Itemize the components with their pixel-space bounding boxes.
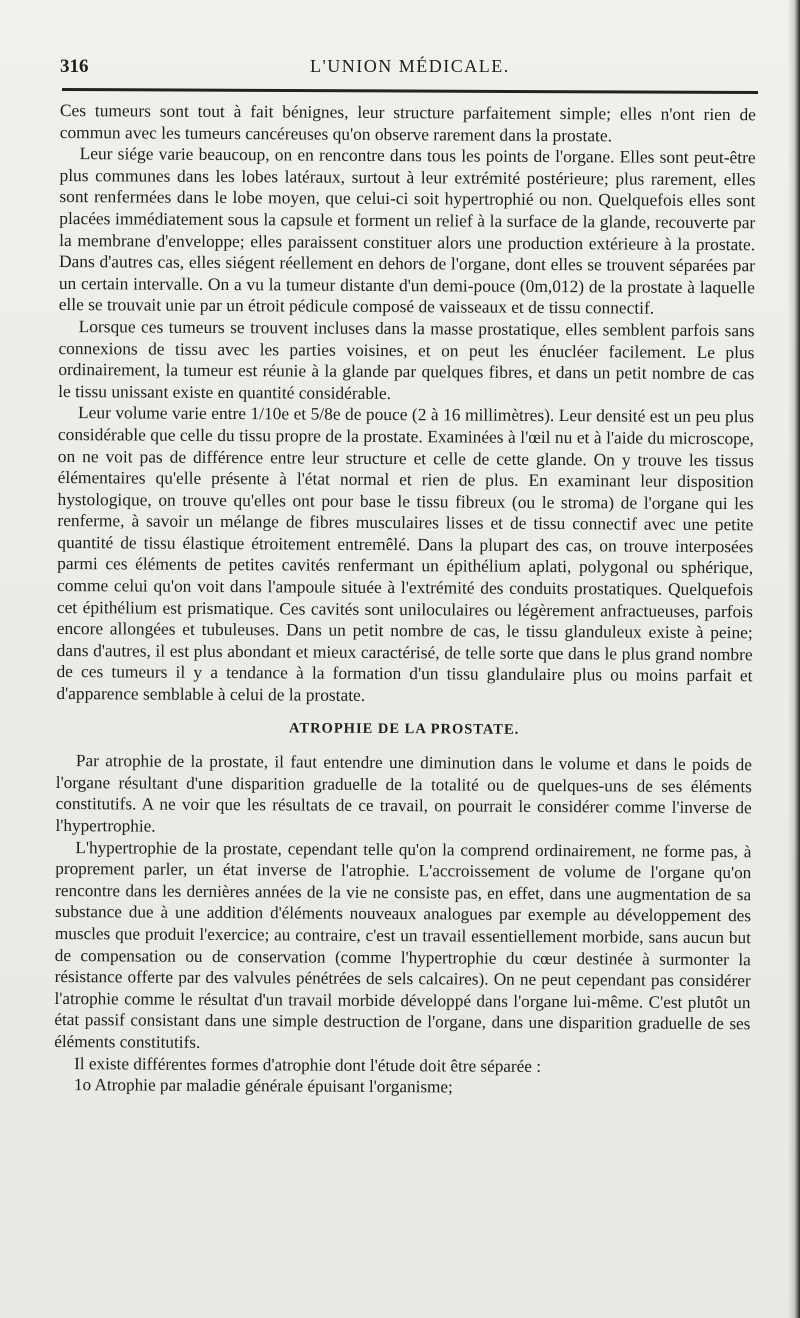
page-edge-shadow [788, 0, 800, 1318]
running-title: L'UNION MÉDICALE. [310, 56, 510, 76]
paragraph: Leur siége varie beaucoup, on en rencontre dans tous les points de l'organe. Elles sont peut-être plus communes dans les lobes latéraux, surtout à leur extrémité postérieure; plus rarement, elles sont renfermées dans le lobe moyen, que celui-ci soit hypertrophié ou non. Quelquefois elles sont placées immédiatement sous la capsule et forment un relief à la surface de la glande, recouverte par la membrane d'enveloppe; elles paraissent constituer alors une production extérieure à la prostate. Dans d'autres cas, elles siégent réellement en dehors de l'organe, dont elles se trouvent séparées par un certain intervalle. On a vu la tumeur distante d'un demi-pouce (0m,012) de la prostate à laquelle elle se trouvait unie par un étroit pédicule composé de vaisseaux et de tissu connectif. [58, 143, 756, 318]
paragraph: Ces tumeurs sont tout à fait bénignes, leur structure parfaitement simple; elles n'ont rien de commun avec les tumeurs cancéreuses qu'on observe rarement dans la prostate. [59, 100, 756, 145]
paragraph: Lorsque ces tumeurs se trouvent incluses dans la masse prostatique, elles semblent parfois sans connexions de tissu avec les parties voisines, et on peut les énucléer facilement. Le plus ordinairement, la tumeur est réunie à la glande par quelques fibres, et dans un petit nombre de cas le tissu unissant existe en quantité considérable. [58, 316, 755, 403]
page-header [60, 52, 758, 82]
page-number: 316 [60, 56, 89, 77]
section-title: ATROPHIE DE LA PROSTATE. [288, 720, 520, 738]
paragraph: Il existe différentes formes d'atrophie dont l'étude doit être séparée : [74, 1053, 542, 1076]
paragraph: Par atrophie de la prostate, il faut entendre une diminution dans le volume et dans le poids de l'organe résultant d'une disparition graduelle de la totalité ou de quelques-uns de ses éléments constitutifs. A ne voir que les résultats de ce travail, on pourrait le considérer comme l'inverse de l'hypertrophie. [55, 751, 753, 836]
body-text [54, 100, 756, 1100]
paragraph: L'hypertrophie de la prostate, cependant telle qu'on la comprend ordinairement, ne forme pas, à proprement parler, un état inverse de l'atrophie. L'accroissement de volume de l'organe qu'on rencontre dans les dernières années de la vie ne consiste pas, en effet, dans une augmentation de sa substance due à une addition d'éléments nouveaux analogues par exemple au développement des muscles que produit l'exercice; au contraire, c'est un travail essentiellement morbide, sans aucun but de compensation ou de conservation (comme l'hypertrophie du cœur destinée à surmonter la résistance offerte par des valvules pénétrées de sels calcaires). On ne peut cependant pas considérer l'atrophie comme le résultat d'un travail morbide développé dans l'organe lui-même. C'est plutôt un état passif consistant dans une simple destruction de l'organe, dans une disparition graduelle de ses éléments constitutifs. [54, 837, 752, 1052]
header-rule [62, 88, 758, 94]
paragraph: Leur volume varie entre 1/10e et 5/8e de pouce (2 à 16 millimètres). Leur densité est un peu plus considérable que celle du tissu propre de la prostate. Examinées à l'œil nu et à l'aide du microscope, on ne voit pas de différence entre leur structure et celle de cette glande. On y trouve les tissus élémentaires qu'elle présente à l'état normal et rien de plus. En examinant leur disposition hystologique, on trouve qu'elles ont pour base le tissu fibreux (ou le stroma) de l'organe qui les renferme, à savoir un mélange de fibres musculaires lisses et de tissu connectif avec une petite quantité de tissu élastique étroitement entremêlé. Dans la plupart des cas, on trouve interposées parmi ces éléments de petites cavités renfermant un épithélium aplati, polygonal ou sphérique, comme celui qu'on voit dans l'ampoule située à l'extrémité des conduits prostatiques. Quelquefois cet épithélium est prismatique. Ces cavités sont uniloculaires ou légèrement anfractueuses, parfois encore allongées et tubuleuses. Dans un petit nombre de cas, le tissu glanduleux existe à peine; dans d'autres, il est plus abondant et mieux caractérisé, de telle sorte que dans le plus grand nombre de ces tumeurs il y a tendance à la formation d'un tissu glandulaire plus ou moins parfait et d'apparence semblable à celui de la prostate. [56, 402, 755, 705]
paragraph: 1o Atrophie par maladie générale épuisant l'organisme; [73, 1075, 453, 1097]
